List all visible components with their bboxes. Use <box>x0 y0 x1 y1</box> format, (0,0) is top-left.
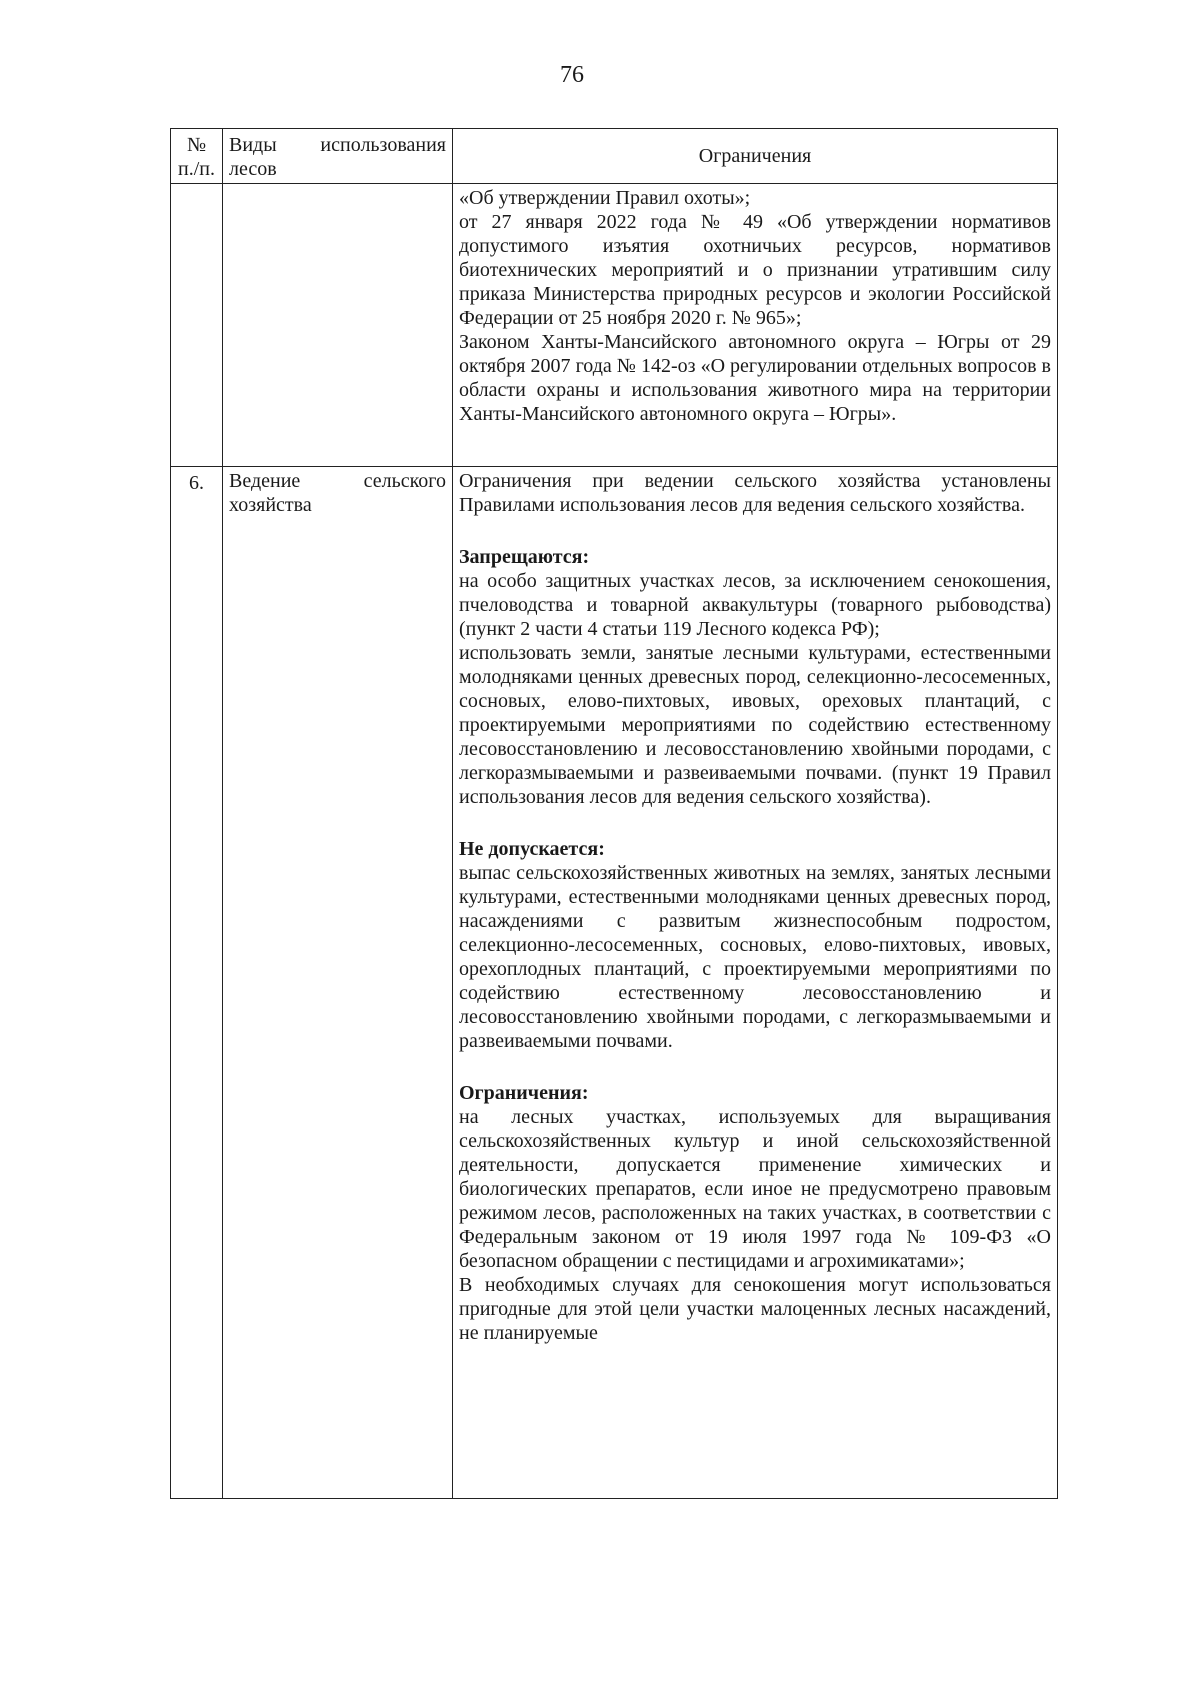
restrictions-table <box>170 128 1058 1499</box>
row-number: 6. <box>171 467 223 1499</box>
not-allowed-paragraph: выпас сельскохозяйственных животных на землях, занятых лесными культурами, естественными молодняками ценных древесных пород, насаждениями с развитым жизнеспособным подростом, селекционно-лесосеменных, сосновых, елово-пихтовых, ивовых, орехоплодных плантаций, с проектируемыми мероприятиями по содействию естественному лесовосстановлению и лесовосстановлению хвойными породами, с легкоразмываемыми и развеиваемыми почвами. <box>459 862 1051 1052</box>
cell-number-empty <box>171 184 223 467</box>
cell-usage-empty <box>223 184 453 467</box>
row-usage-type <box>223 467 453 1499</box>
restrictions-paragraph: В необходимых случаях для сенокошения могут использоваться пригодные для этой цели участки малоценных лесных насаждений, не планируемые <box>459 1274 1051 1344</box>
restrictions-paragraph: на лесных участках, используемых для выращивания сельскохозяйственных культур и иной сельскохозяйственной деятельности, допускается применение химических и биологических препаратов, если иное не предусмотрено правовым режимом лесов, расположенных на таких участках, в соответствии с Федеральным законом от 19 июля 1997 года № 109-ФЗ «О безопасном обращении с пестицидами и агрохимикатами»; <box>459 1106 1051 1272</box>
row-restrictions <box>453 467 1058 1499</box>
header-usage-type <box>223 129 453 184</box>
restrictions-heading: Ограничения: <box>459 1082 589 1104</box>
not-allowed-heading: Не допускается: <box>459 838 605 860</box>
cell-restrictions-continuation <box>453 184 1058 467</box>
intro-paragraph: Ограничения при ведении сельского хозяйства установлены Правилами использования лесов для ведения сельского хозяйства. <box>459 470 1051 516</box>
prohibited-paragraph: на особо защитных участках лесов, за исключением сенокошения, пчеловодства и товарной аквакультуры (товарного рыбоводства) (пункт 2 части 4 статьи 119 Лесного кодекса РФ); <box>459 570 1051 640</box>
header-usage-type-line2: лесов <box>229 158 277 180</box>
page-number: 76 <box>560 62 584 88</box>
header-restrictions: Ограничения <box>453 129 1058 184</box>
usage-type-line2: хозяйства <box>229 494 312 516</box>
continuation-paragraph: «Об утверждении Правил охоты»; <box>459 187 751 209</box>
prohibited-paragraph: использовать земли, занятые лесными культурами, естественными молодняками ценных древесных пород, селекционно-лесосеменных, сосновых, елово-пихтовых, ивовых, ореховых плантаций, с проектируемыми мероприятиями по содействию естественному лесовосстановлению и лесовосстановлению хвойными породами, с легкоразмываемыми и развеиваемыми почвами. (пункт 19 Правил использования лесов для ведения сельского хозяйства). <box>459 642 1051 808</box>
table-row-continuation <box>171 184 1058 467</box>
continuation-paragraph: от 27 января 2022 года № 49 «Об утверждении нормативов допустимого изъятия охотничьих ресурсов, нормативов биотехнических мероприятий и о признании утратившим силу приказа Министерства природных ресурсов и экологии Российской Федерации от 25 ноября 2020 г. № 965»; <box>459 211 1051 329</box>
prohibited-heading: Запрещаются: <box>459 546 590 568</box>
table-row-6 <box>171 467 1058 1499</box>
table-header-row <box>171 129 1058 184</box>
usage-type-line1: Ведение сельского <box>229 470 446 492</box>
header-number: № п./п. <box>171 129 223 184</box>
header-usage-type-line1: Виды использования <box>229 134 446 156</box>
continuation-paragraph: Законом Ханты-Мансийского автономного округа – Югры от 29 октября 2007 года № 142-оз «О регулировании отдельных вопросов в области охраны и использования животного мира на территории Ханты-Мансийского автономного округа – Югры». <box>459 331 1051 425</box>
